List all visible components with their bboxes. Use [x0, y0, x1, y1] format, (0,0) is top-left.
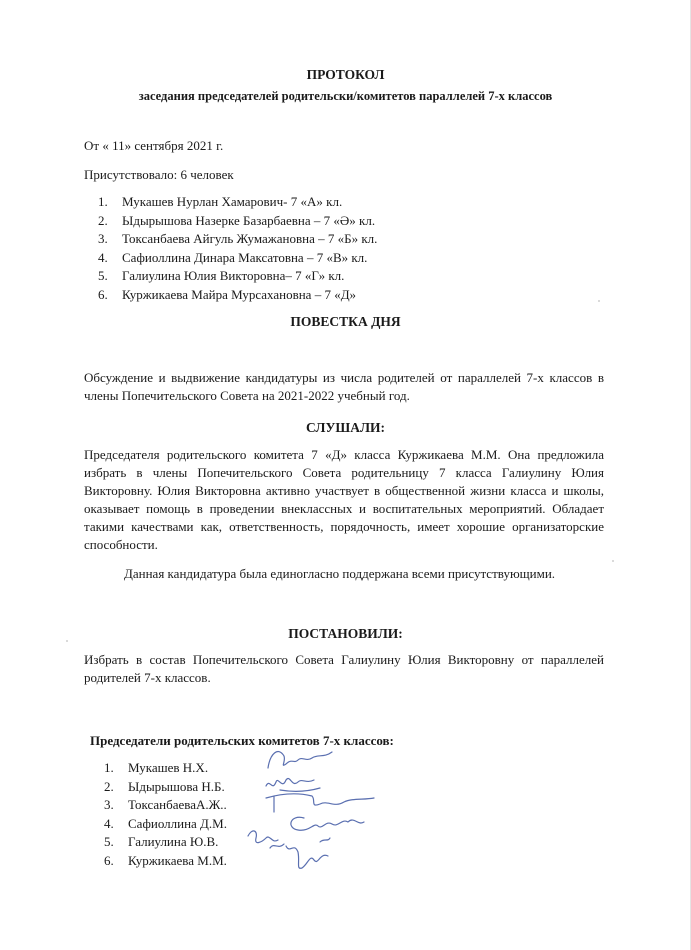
- resolved-heading: ПОСТАНОВИЛИ:: [288, 626, 403, 641]
- item-number: 6.: [98, 286, 108, 302]
- item-number: 5.: [104, 834, 114, 849]
- agenda-text: [84, 369, 604, 405]
- item-text: Мукашев Н.Х.: [128, 760, 209, 775]
- item-text: Галиулина Ю.В.: [128, 834, 219, 849]
- document-subtitle: заседания председателей родительски/комитетов параллелей 7-х классов: [138, 89, 553, 103]
- signatures-group: [240, 738, 400, 888]
- item-text: ТоксанбаеваА.Ж..: [128, 797, 227, 812]
- item-text: Куржикаева М.М.: [128, 852, 227, 868]
- list-item: [98, 267, 377, 286]
- signature-2: [266, 778, 320, 791]
- scan-speck: [612, 560, 614, 562]
- item-text: Сафиоллина Д.М.: [128, 815, 227, 831]
- item-number: 6.: [104, 852, 114, 868]
- item-text: Галиулина Юлия Викторовна– 7 «Г» кл.: [122, 268, 345, 283]
- list-item: [98, 212, 377, 231]
- item-number: 2.: [104, 778, 114, 794]
- document-title: ПРОТОКОЛ: [306, 67, 385, 82]
- list-item: [98, 193, 377, 212]
- item-number: 1.: [98, 194, 108, 209]
- paragraph: Избрать в состав Попечительского Совета Галиулину Юлия Викторовну от параллелей родителей 7-х классов.: [84, 652, 604, 685]
- item-number: 4.: [98, 249, 108, 265]
- item-number: 1.: [104, 760, 114, 775]
- item-text: Токсанбаева Айгуль Жумажановна – 7 «Б» кл.: [122, 231, 378, 246]
- scan-speck: [66, 640, 68, 642]
- list-item: [104, 778, 227, 797]
- attendee-list: [98, 193, 377, 304]
- paragraph: Обсуждение и выдвижение кандидатуры из числа родителей от параллелей 7-х классов в члены Попечительского Совета на 2021-2022 учебный год.: [84, 370, 604, 403]
- paragraph: Председателя родительского комитета 7 «Д» класса Куржикаева М.М. Она предложила избрать в члены Попечительского Совета родительницу 7 класса Галиулину Юлия Викторовну. Юлия Викторовна активно участвует в общественной жизни класса и школы, оказывает помощь в проведении внеклассных и воспитательных мероприятий. Обладает такими качествами как, ответственность, порядочность, имеет хорошие организаторские способности.: [84, 447, 604, 552]
- heard-heading: СЛУШАЛИ:: [305, 420, 385, 435]
- item-text: Сафиоллина Динара Максатовна – 7 «В» кл.: [122, 249, 368, 265]
- agenda-heading: ПОВЕСТКА ДНЯ: [290, 314, 401, 329]
- list-item: [98, 249, 377, 268]
- resolved-text: [84, 651, 604, 687]
- support-line: Данная кандидатура была единогласно поддержана всеми присутствующими.: [124, 566, 556, 581]
- signature-1: [268, 752, 332, 768]
- signature-6: [286, 838, 330, 868]
- signature-3: [266, 794, 374, 812]
- item-number: 3.: [98, 231, 108, 246]
- signer-list: [104, 759, 227, 870]
- item-text: Мукашев Нурлан Хамарович- 7 «А» кл.: [122, 194, 343, 209]
- list-item: [104, 796, 227, 815]
- item-text: Ыдырышова Назерке Базарбаевна – 7 «Ә» кл.: [122, 212, 376, 228]
- item-text: Ыдырышова Н.Б.: [128, 778, 225, 794]
- item-text: Куржикаева Майра Мурсахановна – 7 «Д»: [122, 286, 357, 302]
- list-item: [104, 815, 227, 834]
- list-item: [104, 852, 227, 871]
- list-item: [104, 759, 227, 778]
- signature-4: [291, 817, 364, 830]
- signers-heading: Председатели родительских комитетов 7-х классов:: [90, 733, 394, 748]
- item-number: 2.: [98, 212, 108, 228]
- present-line: Присутствовало: 6 человек: [84, 167, 234, 182]
- list-item: [104, 833, 227, 852]
- item-number: 4.: [104, 815, 114, 831]
- signature-5: [248, 831, 284, 848]
- item-number: 5.: [98, 268, 108, 283]
- signature-strokes: [248, 752, 374, 869]
- scan-speck: [598, 300, 600, 302]
- list-item: [98, 286, 377, 305]
- heard-text: [84, 446, 604, 554]
- date-line: От « 11» сентября 2021 г.: [84, 138, 224, 153]
- item-number: 3.: [104, 797, 114, 812]
- list-item: [98, 230, 377, 249]
